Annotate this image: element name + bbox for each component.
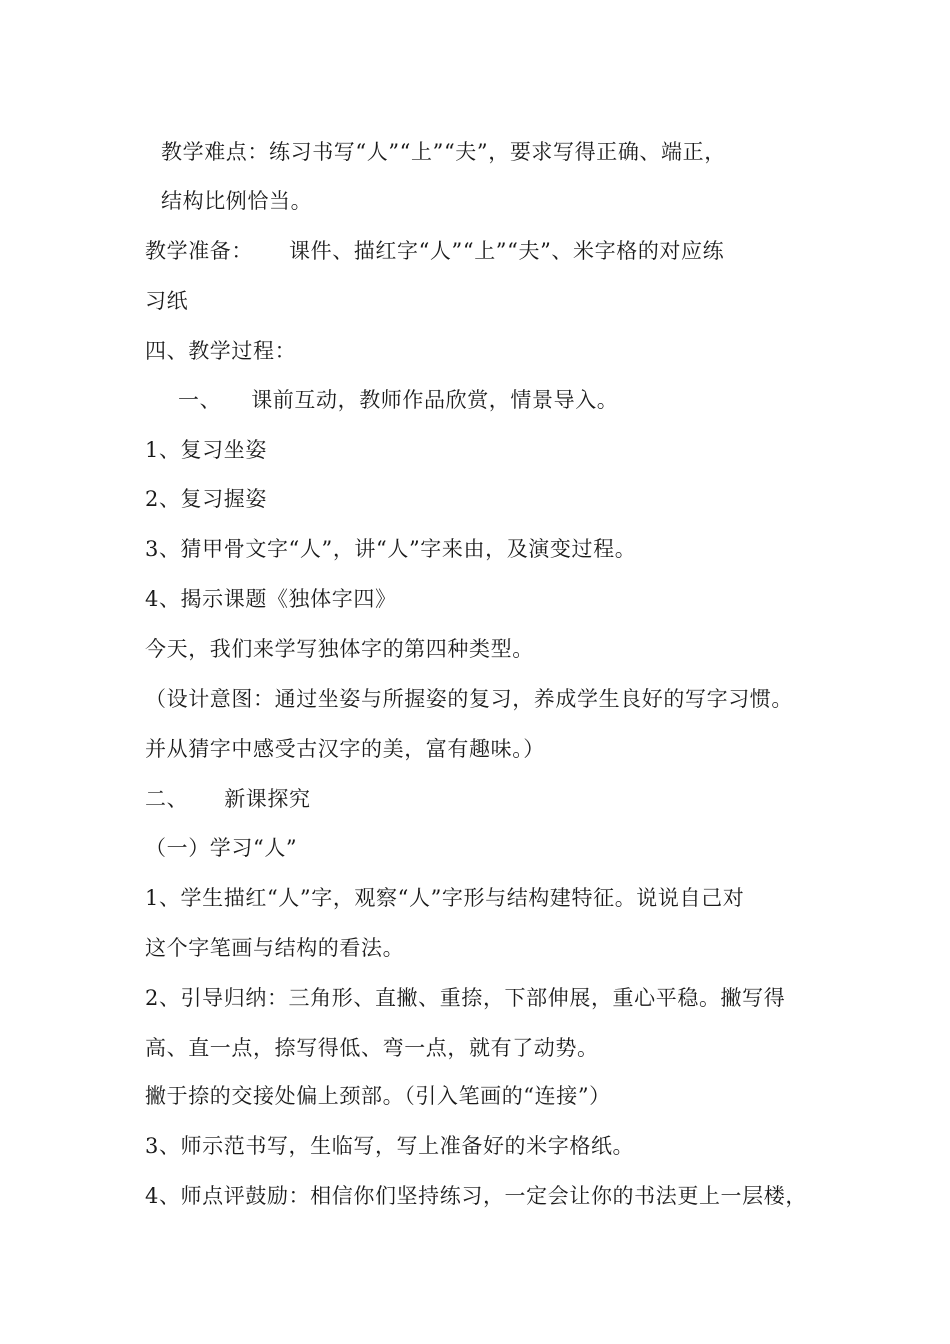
design-intent-line-2: 并从猜字中感受古汉字的美，富有趣味。）	[145, 737, 545, 761]
prep-label: 教学准备：	[145, 239, 253, 263]
prep-line	[145, 236, 724, 266]
step-2-line-2: 高、直一点，捺写得低、弯一点，就有了动势。	[145, 1036, 599, 1060]
step-1-line-2: 这个字笔画与结构的看法。	[145, 936, 405, 960]
step-3: 3、师示范书写，生临写，写上准备好的米字格纸。	[145, 1134, 635, 1158]
step-1-line-1: 1、学生描红“人”字，观察“人”字形与结构建特征。说说自己对	[145, 886, 745, 910]
list-item: 1、复习坐姿	[145, 438, 267, 462]
list-item: 4、揭示课题《独体字四》	[145, 587, 397, 611]
part2-heading	[145, 784, 311, 814]
today-paragraph: 今天，我们来学写独体字的第四种类型。	[145, 637, 534, 661]
part2-number: 二、	[145, 787, 189, 811]
part1-number: 一、	[178, 388, 222, 412]
design-intent-line-1: （设计意图：通过坐姿与所握姿的复习，养成学生良好的写字习惯。	[145, 687, 793, 711]
list-item: 3、猜甲骨文字“人”，讲“人”字来由，及演变过程。	[145, 537, 637, 561]
step-4: 4、师点评鼓励：相信你们坚持练习，一定会让你的书法更上一层楼，	[145, 1184, 807, 1208]
subsection-title: （一）学习“人”	[145, 836, 298, 860]
prep-continuation: 习纸	[145, 289, 189, 313]
prep-text: 课件、描红字“人”“上”“夫”、米字格的对应练	[289, 239, 725, 263]
difficulty-line-1: 教学难点：练习书写“人”“上”“夫”，要求写得正确、端正，	[161, 140, 726, 164]
difficulty-line-2: 结构比例恰当。	[161, 189, 313, 213]
step-2-line-1: 2、引导归纳：三角形、直撇、重捺，下部伸展，重心平稳。撇写得	[145, 986, 786, 1010]
list-item: 2、复习握姿	[145, 487, 267, 511]
step-2-line-3: 撇于捺的交接处偏上颈部。（引入笔画的“连接”）	[145, 1084, 611, 1108]
part1-heading	[178, 385, 618, 415]
process-heading: 四、教学过程：	[145, 339, 297, 363]
part1-title: 课前互动，教师作品欣赏，情景导入。	[251, 388, 619, 412]
part2-title: 新课探究	[224, 787, 311, 811]
